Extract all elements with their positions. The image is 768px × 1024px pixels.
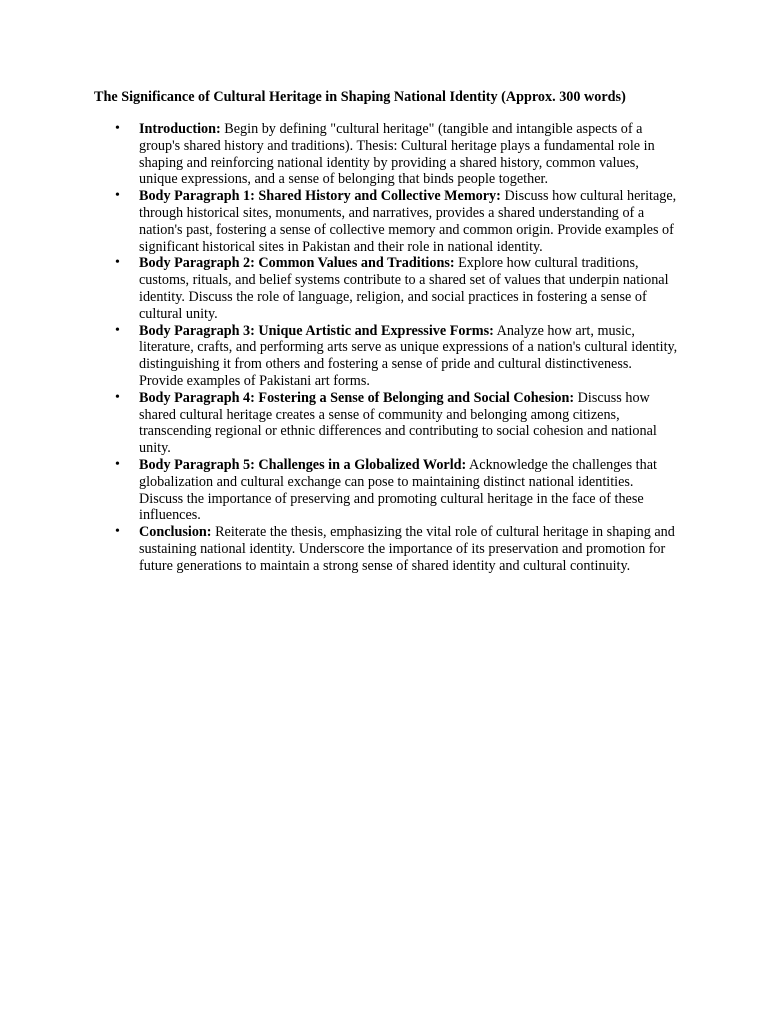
document-title: The Significance of Cultural Heritage in Shaping National Identity (Approx. 300 words): [94, 89, 626, 105]
bullet-icon: •: [115, 322, 120, 338]
outline-item-body-paragraph-3: [115, 322, 679, 390]
outline-item-text: Analyze how art, music, literature, crafts, and performing arts serve as unique expressions of a nation's cultural identity, distinguishing it from others and fostering a sense of pride and cultural distinctiveness. Provide examples of Pakistani art forms.: [139, 322, 678, 389]
outline-item-text: Explore how cultural traditions, customs, rituals, and belief systems contribute to a shared set of values that underpin national identity. Discuss the role of language, religion, and social practices in fostering a sense of cultural unity.: [139, 255, 669, 322]
bullet-icon: •: [115, 524, 120, 540]
outline-item-conclusion: [115, 524, 679, 574]
bullet-icon: •: [115, 389, 120, 405]
bullet-icon: •: [115, 456, 120, 472]
outline-item-introduction: [115, 121, 679, 188]
outline-item-body-paragraph-4: [115, 389, 679, 457]
essay-outline-list: [115, 121, 679, 575]
bullet-icon: •: [115, 255, 120, 271]
outline-item-text: Reiterate the thesis, emphasizing the vital role of cultural heritage in shaping and sustaining national identity. Underscore the importance of its preservation and promotion for future generations to maintain a strong sense of shared identity and cultural continuity.: [139, 524, 675, 574]
bullet-icon: •: [115, 121, 120, 136]
outline-item-body-paragraph-1: [115, 188, 679, 255]
outline-item-body-paragraph-2: [115, 255, 679, 322]
outline-item-body-paragraph-5: [115, 456, 679, 524]
bullet-icon: •: [115, 188, 120, 204]
outline-item-heading: Introduction:: [139, 121, 221, 137]
outline-item-heading: Body Paragraph 5: Challenges in a Globalized World:: [139, 456, 467, 473]
outline-item-heading: Body Paragraph 2: Common Values and Traditions:: [139, 255, 455, 272]
outline-item-text: Begin by defining "cultural heritage" (tangible and intangible aspects of a group's shared history and traditions). Thesis: Cultural heritage plays a fundamental role in shaping and reinforcing national identity by providing a shared history, common values, unique expressions, and a sense of belonging that binds people together.: [139, 121, 655, 188]
outline-item-heading: Body Paragraph 3: Unique Artistic and Expressive Forms:: [139, 322, 494, 339]
outline-item-text: Discuss how shared cultural heritage creates a sense of community and belonging among citizens, transcending regional or ethnic differences and contributing to social cohesion and national unity.: [139, 389, 657, 457]
outline-item-text: Acknowledge the challenges that globalization and cultural exchange can pose to maintaining distinct national identities. Discuss the importance of preserving and promoting cultural heritage in the face of these influences.: [139, 456, 657, 524]
outline-item-heading: Body Paragraph 1: Shared History and Collective Memory:: [139, 188, 501, 205]
outline-item-heading: Conclusion:: [139, 524, 212, 541]
outline-item-heading: Body Paragraph 4: Fostering a Sense of Belonging and Social Cohesion:: [139, 389, 575, 406]
outline-item-text: Discuss how cultural heritage, through historical sites, monuments, and narratives, provides a shared understanding of a nation's past, fostering a sense of collective memory and common origin. Provide examples of significant historical sites in Pakistan and their role in national identity.: [139, 188, 677, 255]
